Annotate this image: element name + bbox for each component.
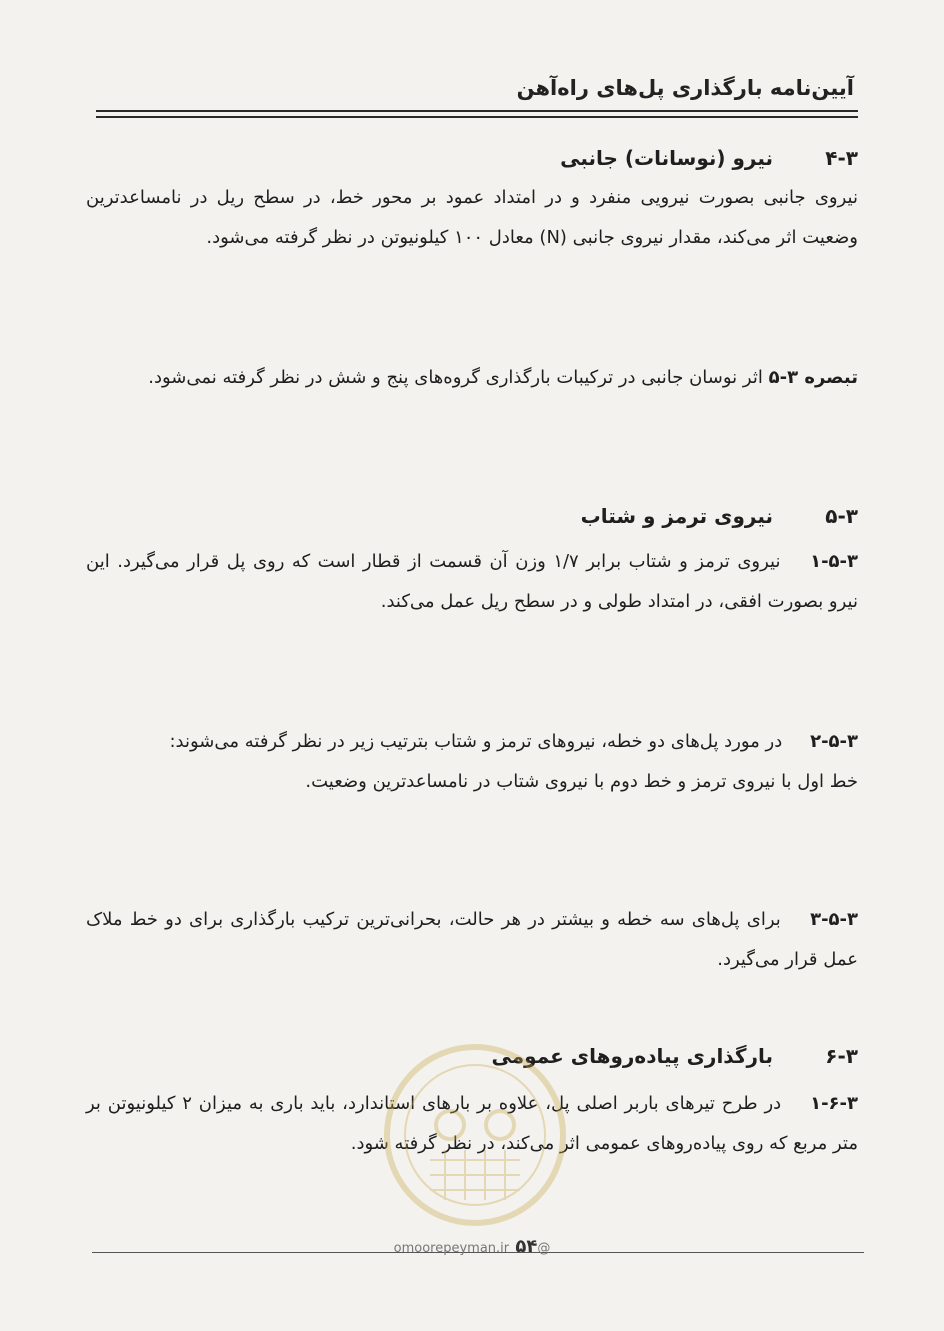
footer-url: @omoorepeyman.ir [393, 1241, 551, 1256]
section-5-3 [86, 496, 858, 536]
section-title: نیرو (نوسانات) جانبی [560, 146, 774, 170]
clause-text: در مورد پل‌های دو خطه، نیروهای ترمز و شتاب بترتیب زیر در نظر گرفته می‌شوند: [169, 731, 783, 752]
clause-text: در طرح تیرهای باربر اصلی پل، علاوه بر بارهای استاندارد، باید باری به میزان ۲ کیلونیوتن بر متر مربع که روی پیاده‌روهای عمومی اثر می‌کند، در نظر گرفته شود. [86, 1093, 858, 1154]
clause-number: ۲-۵-۳ [810, 731, 858, 752]
header-rule [96, 116, 858, 118]
clause-extra-line: خط اول با نیروی ترمز و خط دوم با نیروی شتاب در نامساعدترین وضعیت. [305, 771, 858, 792]
clause-2-5-3 [86, 722, 858, 802]
clause-3-5-3 [86, 900, 858, 980]
watermark-logo-icon [380, 1040, 570, 1230]
clause-paragraph [86, 722, 858, 762]
clause-paragraph [86, 900, 858, 980]
section-heading [86, 496, 858, 536]
section-number: ۶-۳ [825, 1044, 858, 1068]
section-4-3 [86, 138, 858, 258]
note-paragraph [86, 358, 858, 398]
clause-number: ۳-۵-۳ [810, 909, 858, 930]
clause-text: نیروی ترمز و شتاب برابر ۱/۷ وزن آن قسمت از قطار است که روی پل قرار می‌گیرد. این نیرو بصورت افقی، در امتداد طولی و در سطح ریل عمل می‌کند. [86, 551, 858, 612]
clause-1-5-3 [86, 542, 858, 622]
section-title: نیروی ترمز و شتاب [580, 504, 774, 528]
note-3-5 [86, 358, 858, 398]
section-title: بارگذاری پیاده‌روهای عمومی [491, 1044, 774, 1068]
header-rule [96, 110, 858, 112]
running-header: آیین‌نامه بارگذاری پل‌های راه‌آهن [516, 76, 854, 100]
note-label: تبصره ۳-۵ [768, 367, 858, 388]
section-heading [86, 138, 858, 178]
section-number: ۵-۳ [825, 504, 858, 528]
clause-number: ۱-۵-۳ [810, 551, 858, 572]
section-number: ۴-۳ [825, 146, 858, 170]
page-footer [0, 1236, 944, 1257]
clause-text: برای پل‌های سه خطه و بیشتر در هر حالت، بحرانی‌ترین ترکیب بارگذاری برای دو خط ملاک عمل قرار می‌گیرد. [86, 909, 858, 970]
page-number: ۵۴ [515, 1236, 538, 1257]
note-text: اثر نوسان جانبی در ترکیبات بارگذاری گروه‌های پنج و شش در نظر گرفته نمی‌شود. [148, 367, 763, 388]
clause-paragraph [86, 542, 858, 622]
clause-number: ۱-۶-۳ [810, 1093, 858, 1114]
section-paragraph: نیروی جانبی بصورت نیرویی منفرد و در امتداد عمود بر محور خط، در سطح ریل در نامساعدترین وضعیت اثر می‌کند، مقدار نیروی جانبی (N) معادل ۱۰۰ کیلونیوتن در نظر گرفته می‌شود. [86, 187, 858, 248]
